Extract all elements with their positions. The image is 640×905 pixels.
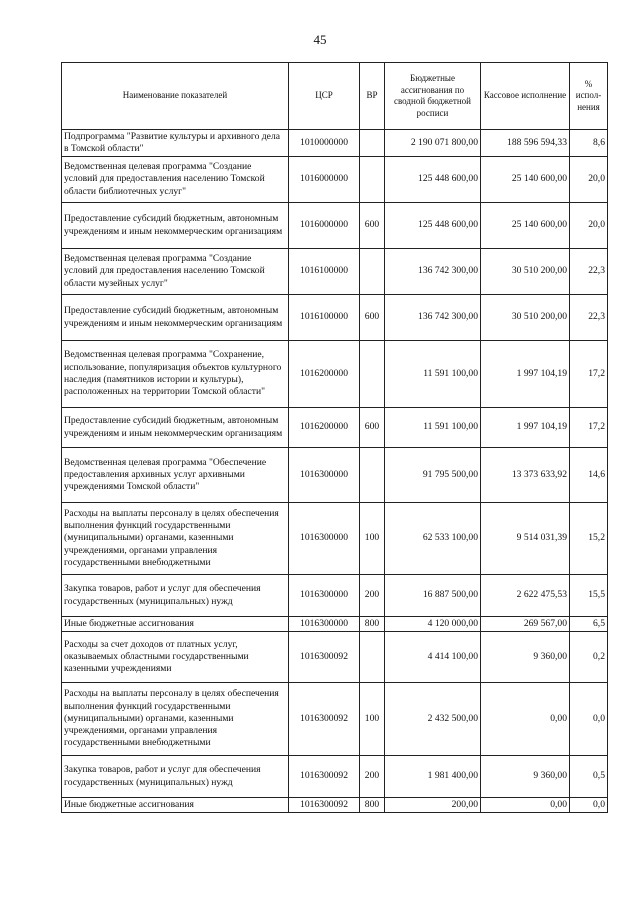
row-name: Иные бюджетные ассигнования bbox=[62, 617, 289, 632]
row-pct: 0,5 bbox=[570, 756, 608, 798]
table-row bbox=[62, 798, 608, 813]
row-pct: 15,2 bbox=[570, 503, 608, 575]
row-budget: 136 742 300,00 bbox=[385, 249, 481, 295]
row-csr: 1016300092 bbox=[289, 683, 360, 756]
row-pct: 22,3 bbox=[570, 295, 608, 341]
row-cash: 269 567,00 bbox=[481, 617, 570, 632]
row-vr: 800 bbox=[360, 617, 385, 632]
row-name: Расходы за счет доходов от платных услуг, оказываемых областными государственными казенными учреждениями bbox=[62, 632, 289, 683]
row-budget: 2 190 071 800,00 bbox=[385, 130, 481, 157]
row-vr: 200 bbox=[360, 756, 385, 798]
table-row bbox=[62, 157, 608, 203]
row-name: Ведомственная целевая программа "Создание условий для предоставления населению Томской области библиотечных услуг" bbox=[62, 157, 289, 203]
header-cash: Кассовое исполнение bbox=[481, 63, 570, 130]
row-budget: 16 887 500,00 bbox=[385, 575, 481, 617]
row-vr bbox=[360, 157, 385, 203]
page-number: 45 bbox=[313, 32, 327, 47]
row-vr: 200 bbox=[360, 575, 385, 617]
row-pct: 6,5 bbox=[570, 617, 608, 632]
table-row bbox=[62, 617, 608, 632]
row-csr: 1016000000 bbox=[289, 157, 360, 203]
row-cash: 13 373 633,92 bbox=[481, 448, 570, 503]
row-cash: 1 997 104,19 bbox=[481, 341, 570, 408]
row-vr: 100 bbox=[360, 503, 385, 575]
row-csr: 1016300092 bbox=[289, 798, 360, 813]
header-vr: ВР bbox=[360, 63, 385, 130]
row-pct: 22,3 bbox=[570, 249, 608, 295]
row-budget: 4 414 100,00 bbox=[385, 632, 481, 683]
row-vr: 800 bbox=[360, 798, 385, 813]
table-row bbox=[62, 249, 608, 295]
table-row bbox=[62, 575, 608, 617]
row-cash: 1 997 104,19 bbox=[481, 408, 570, 448]
row-name: Закупка товаров, работ и услуг для обеспечения государственных (муниципальных) нужд bbox=[62, 575, 289, 617]
row-vr: 600 bbox=[360, 408, 385, 448]
row-name: Ведомственная целевая программа "Сохранение, использование, популяризация объектов культурного наследия (памятников истории и культуры), расположенных на территории Томской области" bbox=[62, 341, 289, 408]
row-vr bbox=[360, 130, 385, 157]
row-cash: 2 622 475,53 bbox=[481, 575, 570, 617]
row-pct: 8,6 bbox=[570, 130, 608, 157]
row-pct: 0,2 bbox=[570, 632, 608, 683]
row-budget: 4 120 000,00 bbox=[385, 617, 481, 632]
row-name: Предоставление субсидий бюджетным, автономным учреждениям и иным некоммерческим организациям bbox=[62, 408, 289, 448]
table-header-row bbox=[62, 63, 608, 130]
row-csr: 1016200000 bbox=[289, 408, 360, 448]
row-cash: 30 510 200,00 bbox=[481, 295, 570, 341]
row-budget: 62 533 100,00 bbox=[385, 503, 481, 575]
row-budget: 1 981 400,00 bbox=[385, 756, 481, 798]
row-budget: 200,00 bbox=[385, 798, 481, 813]
row-vr bbox=[360, 632, 385, 683]
row-budget: 125 448 600,00 bbox=[385, 157, 481, 203]
row-csr: 1016000000 bbox=[289, 203, 360, 249]
row-cash: 25 140 600,00 bbox=[481, 203, 570, 249]
row-cash: 0,00 bbox=[481, 798, 570, 813]
row-budget: 125 448 600,00 bbox=[385, 203, 481, 249]
row-vr: 600 bbox=[360, 295, 385, 341]
row-pct: 20,0 bbox=[570, 203, 608, 249]
table-row bbox=[62, 756, 608, 798]
row-name: Предоставление субсидий бюджетным, автономным учреждениям и иным некоммерческим организациям bbox=[62, 203, 289, 249]
budget-execution-table bbox=[61, 62, 608, 813]
row-vr bbox=[360, 341, 385, 408]
row-vr bbox=[360, 448, 385, 503]
header-budget: Бюджетные ассигнования по сводной бюджетной росписи bbox=[385, 63, 481, 130]
row-budget: 136 742 300,00 bbox=[385, 295, 481, 341]
row-name: Закупка товаров, работ и услуг для обеспечения государственных (муниципальных) нужд bbox=[62, 756, 289, 798]
row-csr: 1016300000 bbox=[289, 617, 360, 632]
row-csr: 1016300092 bbox=[289, 632, 360, 683]
row-budget: 11 591 100,00 bbox=[385, 408, 481, 448]
header-csr: ЦСР bbox=[289, 63, 360, 130]
row-name: Расходы на выплаты персоналу в целях обеспечения выполнения функций государственными (муниципальными) органами, казенными учреждениями, органами управления государственными внебюджетными bbox=[62, 503, 289, 575]
table-row bbox=[62, 503, 608, 575]
row-csr: 1016200000 bbox=[289, 341, 360, 408]
table-row bbox=[62, 632, 608, 683]
table-row bbox=[62, 448, 608, 503]
row-pct: 17,2 bbox=[570, 408, 608, 448]
table-row bbox=[62, 130, 608, 157]
row-vr: 600 bbox=[360, 203, 385, 249]
table-row bbox=[62, 295, 608, 341]
row-cash: 9 514 031,39 bbox=[481, 503, 570, 575]
row-csr: 1016100000 bbox=[289, 295, 360, 341]
row-name: Ведомственная целевая программа "Обеспечение предоставления архивных услуг архивными учреждениями Томской области" bbox=[62, 448, 289, 503]
row-csr: 1016300000 bbox=[289, 448, 360, 503]
row-budget: 91 795 500,00 bbox=[385, 448, 481, 503]
row-vr bbox=[360, 249, 385, 295]
row-name: Предоставление субсидий бюджетным, автономным учреждениям и иным некоммерческим организациям bbox=[62, 295, 289, 341]
row-cash: 9 360,00 bbox=[481, 756, 570, 798]
row-pct: 15,5 bbox=[570, 575, 608, 617]
row-pct: 0,0 bbox=[570, 798, 608, 813]
row-name: Ведомственная целевая программа "Создание условий для предоставления населению Томской области музейных услуг" bbox=[62, 249, 289, 295]
row-cash: 188 596 594,33 bbox=[481, 130, 570, 157]
row-csr: 1016100000 bbox=[289, 249, 360, 295]
row-pct: 17,2 bbox=[570, 341, 608, 408]
row-name: Расходы на выплаты персоналу в целях обеспечения выполнения функций государственными (муниципальными) органами, казенными учреждениями, органами управления государственными внебюджетными bbox=[62, 683, 289, 756]
row-csr: 1016300000 bbox=[289, 503, 360, 575]
row-cash: 0,00 bbox=[481, 683, 570, 756]
table-row bbox=[62, 408, 608, 448]
row-vr: 100 bbox=[360, 683, 385, 756]
row-budget: 2 432 500,00 bbox=[385, 683, 481, 756]
row-csr: 1016300000 bbox=[289, 575, 360, 617]
row-name: Иные бюджетные ассигнования bbox=[62, 798, 289, 813]
row-budget: 11 591 100,00 bbox=[385, 341, 481, 408]
row-cash: 25 140 600,00 bbox=[481, 157, 570, 203]
table-row bbox=[62, 341, 608, 408]
row-pct: 0,0 bbox=[570, 683, 608, 756]
row-cash: 9 360,00 bbox=[481, 632, 570, 683]
row-pct: 14,6 bbox=[570, 448, 608, 503]
table-row bbox=[62, 683, 608, 756]
row-name: Подпрограмма "Развитие культуры и архивного дела в Томской области" bbox=[62, 130, 289, 157]
row-csr: 1010000000 bbox=[289, 130, 360, 157]
header-pct: % испол-нения bbox=[570, 63, 608, 130]
header-name: Наименование показателей bbox=[62, 63, 289, 130]
row-csr: 1016300092 bbox=[289, 756, 360, 798]
row-pct: 20,0 bbox=[570, 157, 608, 203]
row-cash: 30 510 200,00 bbox=[481, 249, 570, 295]
table-row bbox=[62, 203, 608, 249]
